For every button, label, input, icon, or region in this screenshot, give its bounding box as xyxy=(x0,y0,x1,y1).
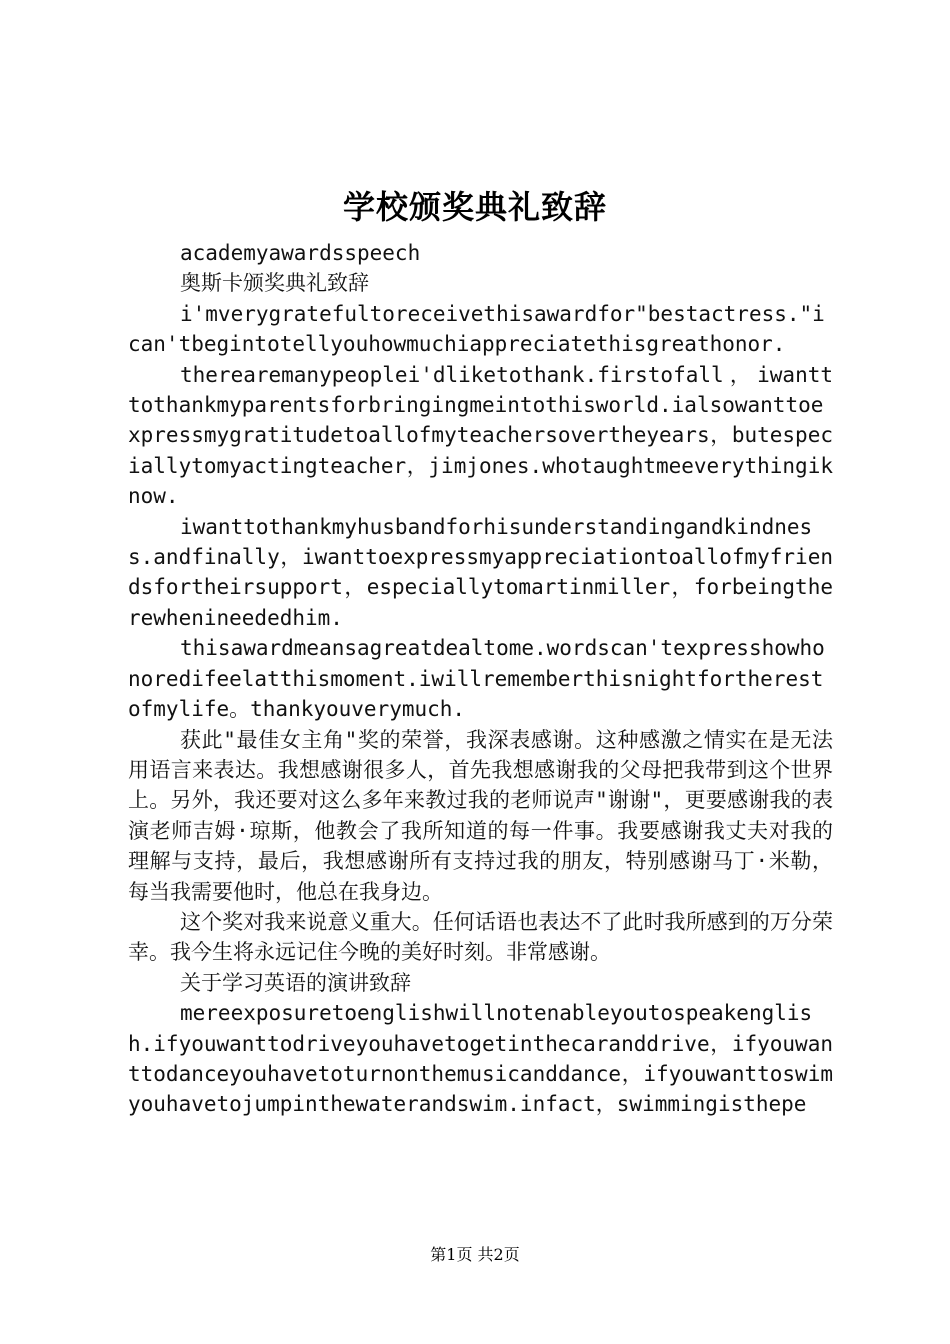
page-footer: 第1页 共2页 xyxy=(430,1245,520,1264)
paragraph-english-5: mereexposuretoenglishwillnotenableyoutospeakenglish.ifyouwanttodriveyouhavetogetinthecaranddrive，ifyouwanttodanceyouhavetoturnonthemusicanddance，ifyouwanttoswimyouhavetojumpinthewaterandswim.infact，swimmingisthepe xyxy=(128,1001,833,1117)
document-body xyxy=(128,238,833,1120)
paragraph-english-3: iwanttothankmyhusbandforhisunderstandingandkindness.andfinally，iwanttoexpressmyappreciationtoallofmyfriendsfortheirsupport，especiallytomartinmiller，forbeingtherewhenineededhim. xyxy=(128,514,833,630)
paragraph-chinese-1: 获此"最佳女主角"奖的荣誉，我深表感谢。这种感激之情实在是无法用语言来表达。我想感谢很多人，首先我想感谢我的父母把我带到这个世界上。另外，我还要对这么多年来教过我的老师说声"谢谢"，更要感谢我的表演老师吉姆·琼斯，他教会了我所知道的每一件事。我要感谢我丈夫对我的理解与支持，最后，我想感谢所有支持过我的朋友，特别感谢马丁·米勒，每当我需要他时，他总在我身边。 xyxy=(128,727,833,904)
paragraph-english-2: therearemanypeoplei'dliketothank.firstofall，iwantttothankmyparentsforbringingmeintothisworld.ialsowanttoexpressmygratitudetoallofmyteachersovertheyears，butespeciallytomyactingteacher，jimjones.whotaughtmeeverythingiknow. xyxy=(128,362,833,509)
paragraph-chinese-2: 这个奖对我来说意义重大。任何话语也表达不了此时我所感到的万分荣幸。我今生将永远记住今晚的美好时刻。非常感谢。 xyxy=(128,909,833,965)
paragraph-english-4: thisawardmeansagreatdealtome.wordscan'texpresshowhonoredifeelatthismoment.iwillrememberthisnightfortherestofmylife。thankyouverymuch. xyxy=(128,636,825,722)
paragraph-english-1: i'mverygratefultoreceivethisawardfor"bestactress."ican'tbegintotellyouhowmuchiappreciatethisgreathonor. xyxy=(128,301,825,357)
section-heading-english-learning: 关于学习英语的演讲致辞 xyxy=(180,970,411,995)
paragraph-english-heading: academyawardsspeech xyxy=(180,241,421,265)
paragraph-chinese-heading: 奥斯卡颁奖典礼致辞 xyxy=(180,271,369,296)
document-title: 学校颁奖典礼致辞 xyxy=(342,188,607,226)
